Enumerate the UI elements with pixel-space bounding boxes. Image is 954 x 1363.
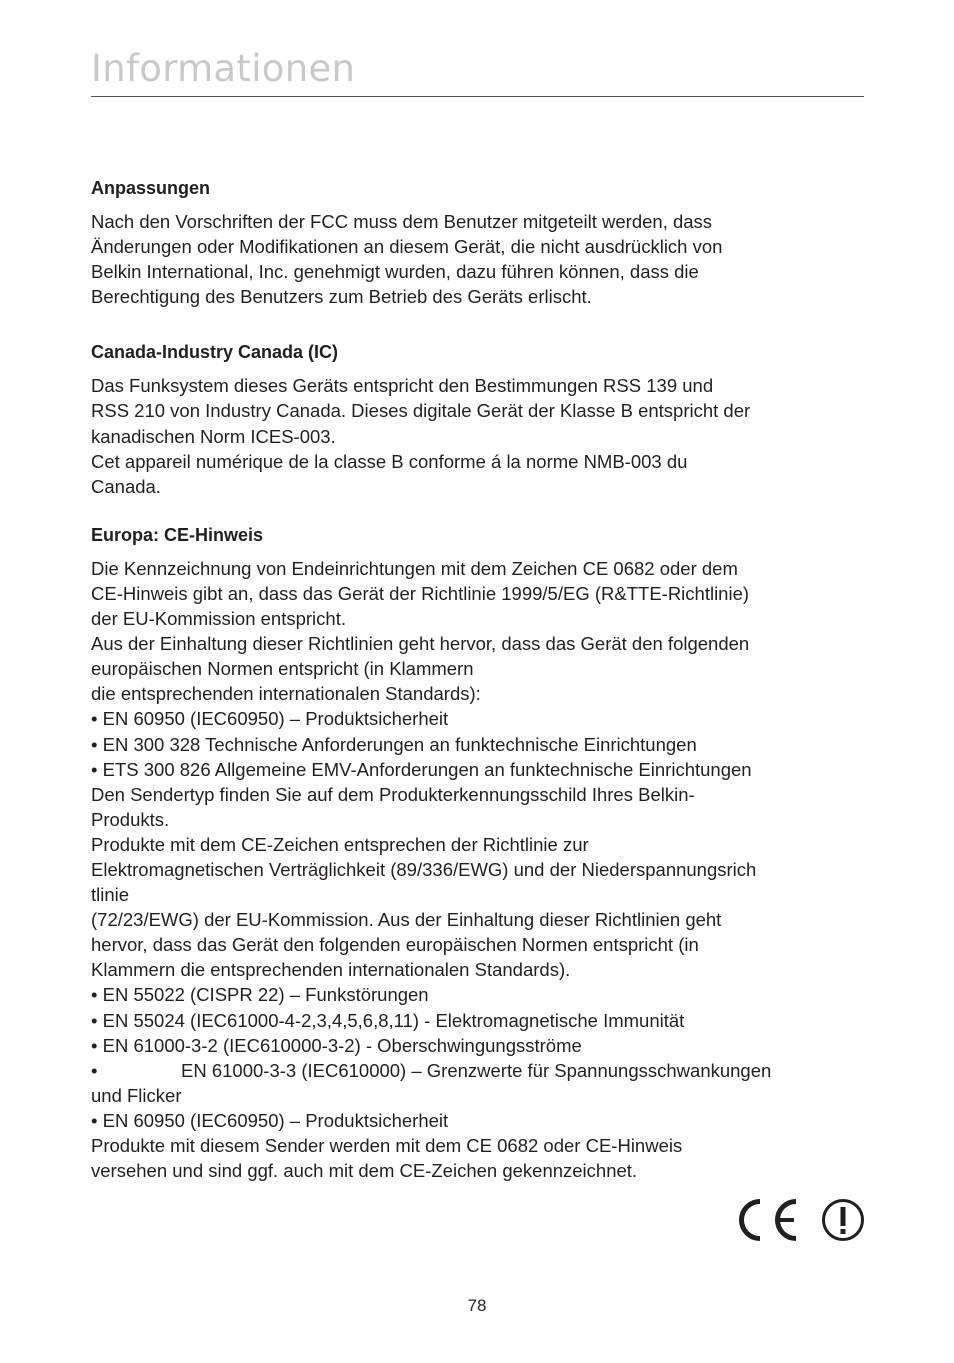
text-line: und Flicker bbox=[91, 1084, 182, 1106]
text-line: (72/23/EWG) der EU-Kommission. Aus der Einhaltung dieser Richtlinien geht bbox=[91, 909, 722, 931]
document-body bbox=[91, 176, 866, 1183]
bullet-item: • EN 300 328 Technische Anforderungen an funktechnische Einrichtungen bbox=[91, 733, 697, 755]
section-paragraph bbox=[91, 373, 866, 498]
text-line: Aus der Einhaltung dieser Richtlinien geht hervor, dass das Gerät den folgenden bbox=[91, 633, 750, 655]
text-line: Produkte mit dem CE-Zeichen entsprechen der Richtlinie zur bbox=[91, 833, 589, 855]
bullet-item: • EN 55022 (CISPR 22) – Funkstörungen bbox=[91, 984, 429, 1006]
bullet-text: EN 61000-3-3 (IEC610000) – Grenzwerte für Spannungsschwankungen bbox=[181, 1059, 772, 1081]
bullet-item: • EN 60950 (IEC60950) – Produktsicherheit bbox=[91, 1109, 449, 1131]
text-line: Elektromagnetischen Verträglichkeit (89/336/EWG) und der Niederspannungsrich bbox=[91, 858, 757, 880]
bullet-item: • EN 61000-3-2 (IEC610000-3-2) - Oberschwingungsströme bbox=[91, 1034, 582, 1056]
text-line: Klammern die entsprechenden internationalen Standards). bbox=[91, 959, 571, 981]
text-line: die entsprechenden internationalen Standards): bbox=[91, 683, 481, 705]
text-line: kanadischen Norm ICES-003. bbox=[91, 425, 336, 447]
text-line: Änderungen oder Modifikationen an diesem Gerät, die nicht ausdrücklich von bbox=[91, 236, 723, 258]
text-line: tlinie bbox=[91, 884, 130, 906]
text-line: Canada. bbox=[91, 475, 161, 497]
text-line: Belkin International, Inc. genehmigt wurden, dazu führen können, dass die bbox=[91, 261, 699, 283]
text-line: Produkte mit diesem Sender werden mit dem CE 0682 oder CE-Hinweis bbox=[91, 1135, 683, 1156]
page-title: Informationen bbox=[91, 47, 356, 90]
text-line: europäischen Normen entspricht (in Klammern bbox=[91, 658, 474, 680]
text-line: RSS 210 von Industry Canada. Dieses digitale Gerät der Klasse B entspricht der bbox=[91, 400, 751, 422]
text-line: hervor, dass das Gerät den folgenden europäischen Normen entspricht (in bbox=[91, 934, 699, 956]
section-canada-industry bbox=[91, 340, 866, 498]
text-line: versehen und sind ggf. auch mit dem CE-Zeichen gekennzeichnet. bbox=[91, 1160, 638, 1182]
text-line: Das Funksystem dieses Geräts entspricht den Bestimmungen RSS 139 und bbox=[91, 375, 714, 397]
text-line: Die Kennzeichnung von Endeinrichtungen mit dem Zeichen CE 0682 oder dem bbox=[91, 557, 738, 579]
bullet-glyph: • bbox=[91, 1059, 98, 1081]
section-heading: Anpassungen bbox=[91, 178, 211, 198]
section-anpassungen bbox=[91, 176, 866, 309]
text-line: Berechtigung des Benutzers zum Betrieb des Geräts erlischt. bbox=[91, 286, 592, 308]
page-number: 78 bbox=[467, 1296, 487, 1315]
text-line: CE-Hinweis gibt an, dass das Gerät der Richtlinie 1999/5/EG (R&TTE-Richtlinie) bbox=[91, 582, 750, 604]
section-heading: Europa: CE-Hinweis bbox=[91, 524, 264, 545]
text-line: der EU-Kommission entspricht. bbox=[91, 608, 346, 630]
section-paragraph bbox=[91, 556, 866, 1183]
text-line: Cet appareil numérique de la classe B conforme á la norme NMB-003 du bbox=[91, 450, 688, 472]
text-line: Produkts. bbox=[91, 808, 170, 830]
bullet-item: • EN 55024 (IEC61000-4-2,3,4,5,6,8,11) - Elektromagnetische Immunität bbox=[91, 1009, 685, 1031]
regulatory-marks bbox=[738, 1198, 866, 1242]
text-line: Nach den Vorschriften der FCC muss dem Benutzer mitgeteilt werden, dass bbox=[91, 211, 713, 232]
bullet-item: • EN 60950 (IEC60950) – Produktsicherheit bbox=[91, 708, 449, 730]
bullet-item: • ETS 300 826 Allgemeine EMV-Anforderungen an funktechnische Einrichtungen bbox=[91, 758, 752, 780]
section-europa-ce bbox=[91, 523, 866, 1183]
section-heading: Canada-Industry Canada (IC) bbox=[91, 342, 339, 363]
text-line: Den Sendertyp finden Sie auf dem Produkterkennungsschild Ihres Belkin- bbox=[91, 783, 695, 805]
alert-class-2-icon bbox=[820, 1197, 866, 1243]
bullet-item-indented bbox=[91, 1058, 866, 1083]
section-paragraph bbox=[91, 209, 866, 309]
header-divider bbox=[91, 96, 864, 97]
